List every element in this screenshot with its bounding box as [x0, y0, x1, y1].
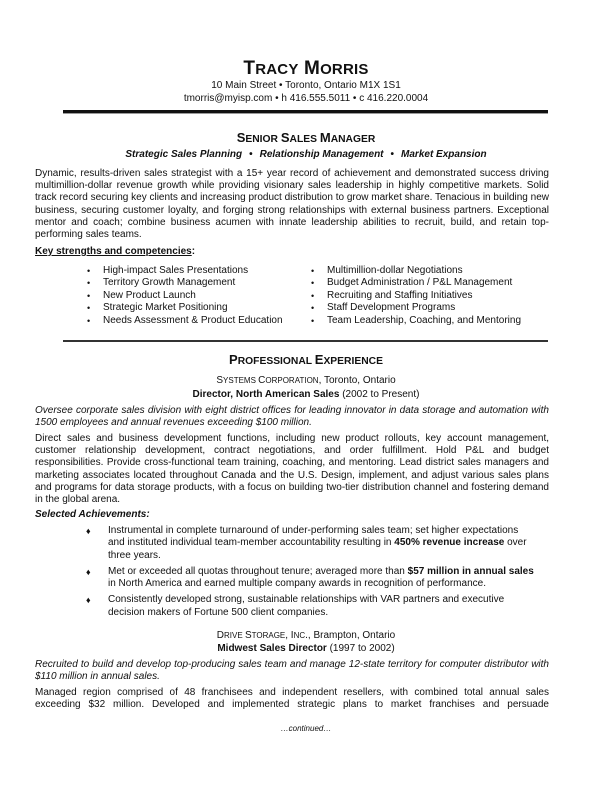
achievement-text: Consistently developed strong, sustainable relationships with VAR partners and executive decision makers of Fortune 500 client companies. [108, 594, 505, 618]
achievement-highlight: 450% revenue increase [394, 537, 505, 549]
competency-label: Staff Development Programs [327, 302, 456, 314]
competency-item [70, 302, 283, 314]
competency-item [70, 315, 283, 327]
tagline-item: Relationship Management [259, 149, 384, 160]
title-rest: ALES [289, 134, 320, 145]
company-rest: YSTEMS [223, 376, 259, 385]
job-title-text: Midwest Sales Director [217, 643, 327, 654]
achievement-item [86, 566, 534, 591]
diamond-bullet-icon: ♦ [86, 595, 91, 606]
job-company [0, 374, 612, 387]
competency-label: Budget Administration / P&L Management [327, 277, 513, 289]
company-initial: , I [285, 630, 294, 641]
bullet-icon: • [87, 303, 91, 314]
job-overview: Oversee corporate sales division with eight district offices for leading innovator in data storage and automation with 1500 employees and annual revenues exceeding $100 million. [35, 405, 549, 429]
company-rest: RIVE [224, 631, 245, 640]
title-initial: M [319, 130, 331, 145]
job-title-text: Director, North American Sales [192, 389, 340, 400]
summary-title [0, 130, 612, 148]
bullet-icon: • [311, 303, 315, 314]
competencies-right-list [294, 265, 521, 327]
title-rest: ENIOR [245, 134, 281, 145]
job-title [0, 388, 612, 401]
name-rest: RACY [255, 61, 299, 78]
company-rest: ORPORATION [265, 376, 319, 385]
tagline-separator: • [249, 149, 253, 160]
job-dates: (2002 to Present) [339, 389, 420, 400]
experience-title [0, 352, 612, 370]
achievement-text: in North America and earned multiple company awards in recognition of performance. [108, 578, 486, 590]
bullet-icon: • [87, 278, 91, 289]
competencies-heading-text: Key strengths and competencies [35, 246, 192, 257]
achievement-item [86, 525, 534, 562]
continued-note: …continued… [280, 724, 332, 733]
header-divider [63, 110, 548, 114]
company-initial: D [216, 630, 225, 641]
competency-label: Strategic Market Positioning [103, 302, 228, 314]
company-location: , Toronto, Ontario [318, 375, 396, 386]
competency-item [294, 290, 521, 302]
company-location: ., Brampton, Ontario [305, 630, 396, 641]
job-overview: Recruited to build and develop top-producing sales team and manage 12-state territory for computer distributor with $110 million in annual sales. [35, 659, 549, 683]
company-rest: TORAGE [251, 631, 286, 640]
job-description: Managed region comprised of 48 franchisees and independent resellers, with combined total annual sales exceeding $32 million. Developed and implemented strategic plans to market franchises and persuade [35, 687, 549, 711]
diamond-bullet-icon: ♦ [86, 526, 91, 536]
job-description: Direct sales and business development functions, including new product rollouts, key account management, customer relationship development, contract negotiations, and order fulfillment. Hold P&L and budget responsibilities. Provide cross-functional team training, coaching, and mentoring. Lead district sales managers and marketing associates located throughout Canada and the U.S. Design, implement, and adjust various sales plans and programs for data storage products, with a focus on building two-tier distribution channel and fostering demand in the global arena. [35, 433, 549, 506]
title-rest: XPERIENCE [323, 356, 383, 367]
title-rest: ANAGER [330, 134, 376, 145]
title-initial: E [314, 352, 324, 367]
achievements-heading: Selected Achievements: [35, 509, 150, 520]
title-initial: S [280, 130, 290, 145]
title-rest: ROFESSIONAL [237, 356, 315, 367]
competencies-heading [35, 246, 195, 258]
company-rest: NC [293, 631, 306, 640]
company-initial: S [244, 630, 252, 641]
competency-item [294, 277, 521, 289]
address: 10 Main Street • Toronto, Ontario M1X 1S1 [211, 80, 401, 91]
title-initial: S [236, 130, 246, 145]
achievement-text: Met or exceeded all quotas throughout tenure; averaged more than [108, 565, 408, 577]
tagline [0, 148, 612, 162]
competencies-left-list [70, 265, 283, 327]
competency-item [294, 265, 521, 277]
bullet-icon: • [87, 266, 91, 276]
job-company [0, 629, 612, 642]
bullet-icon: • [87, 290, 91, 301]
company-initial: C [258, 375, 266, 386]
competency-item [294, 302, 521, 314]
bullet-icon: • [311, 278, 315, 289]
bullet-icon: • [311, 290, 315, 301]
competency-label: Team Leadership, Coaching, and Mentoring [327, 314, 522, 326]
job-title [0, 642, 612, 655]
competency-label: Multimillion-dollar Negotiations [327, 265, 463, 276]
job-dates: (1997 to 2002) [326, 643, 395, 654]
achievement-highlight: $57 million in annual sales [407, 565, 534, 577]
diamond-bullet-icon: ♦ [86, 566, 91, 577]
title-initial: P [229, 352, 238, 367]
name-initial: T [243, 58, 256, 79]
bullet-icon: • [87, 315, 91, 326]
tagline-item: Market Expansion [401, 149, 487, 160]
section-divider [63, 340, 548, 342]
tagline-item: Strategic Sales Planning [125, 149, 243, 160]
tagline-separator: • [390, 149, 395, 160]
bullet-icon: • [311, 266, 315, 276]
candidate-name [0, 58, 612, 81]
competency-item [70, 265, 283, 277]
company-initial: S [216, 375, 224, 386]
achievements-list [86, 525, 534, 619]
competency-label: Territory Growth Management [103, 277, 236, 289]
competency-item [70, 290, 283, 302]
name-rest: ORRIS [320, 61, 369, 78]
contact-line[interactable]: tmorris@myisp.com • h 416.555.5011 • c 416.220.0004 [183, 93, 429, 104]
competency-item [70, 277, 283, 289]
competency-label: Needs Assessment & Product Education [103, 314, 283, 326]
competency-label: Recruiting and Staffing Initiatives [327, 289, 473, 301]
name-initial: M [304, 58, 321, 79]
profile-summary: Dynamic, results-driven sales strategist with a 15+ year record of achievement and demonstrated success driving multimillion-dollar revenue growth while providing visionary sales leadership in highly competitive markets. Solid track record securing key clients and increasing product distribution to grow market share. Tenacious in building new business, securing customer loyalty, and forging strong relationships with external business partners. Exceptional mentor and coach; combine business acumen with innate leadership abilities to recruit, build, and retain top-performing sales teams. [35, 168, 549, 241]
bullet-icon: • [311, 315, 315, 326]
colon: : [191, 246, 196, 257]
competency-item [294, 315, 521, 327]
achievement-item [86, 594, 534, 619]
achievement-text: over three years. [108, 537, 527, 561]
competency-label: High-impact Sales Presentations [103, 265, 249, 276]
achievement-text: Instrumental in complete turnaround of under-performing sales team; set higher expectations and instituted individual team-member accountability resulting in [108, 525, 519, 549]
competency-label: New Product Launch [103, 289, 196, 301]
